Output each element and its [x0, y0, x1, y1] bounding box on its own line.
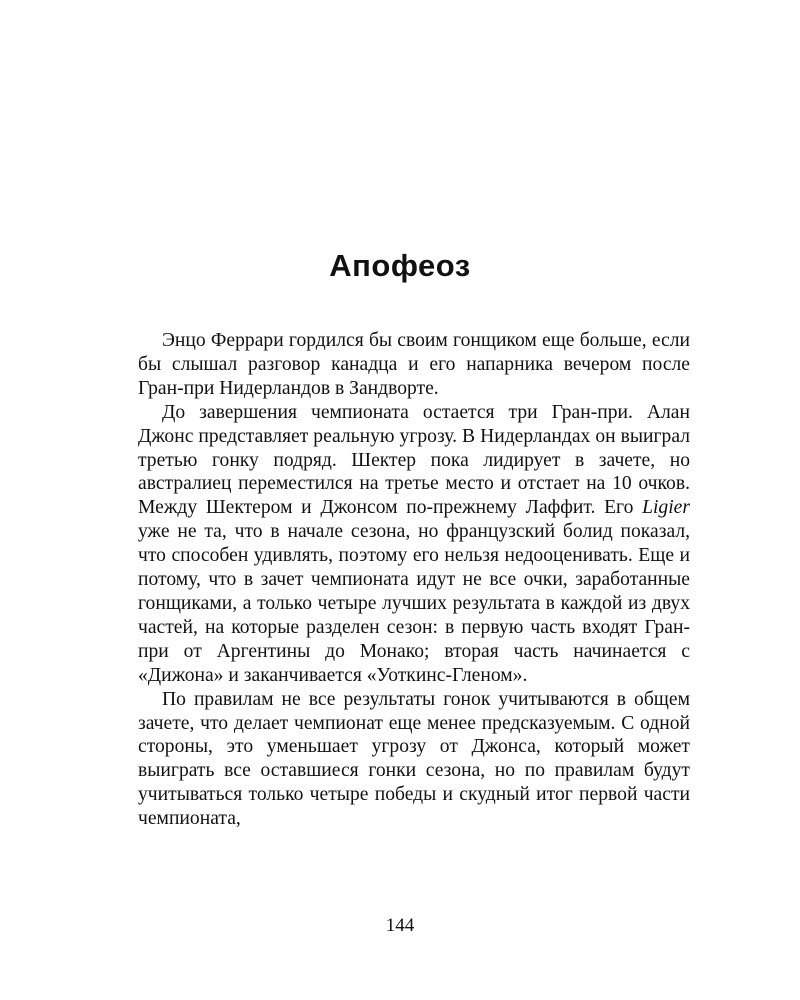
body-text — [138, 329, 690, 831]
chapter-title: Апофеоз — [329, 248, 471, 283]
paragraph — [138, 329, 690, 401]
paragraph-text-continued: уже не та, что в начале сезона, но французский болид показал, что способен удивлять, поэтому его нельзя недооценивать. Еще и потому, что в зачет чемпионата идут не все очки, заработанные гонщиками, а только четыре лучших результата в каждой из двух частей, на которые разделен сезон: в первую часть входят Гран-при от Аргентины до Монако; вторая часть начинается с «Дижона» и заканчивается «Уоткинс-Гленом». — [138, 521, 690, 686]
paragraph-text: Энцо Феррари гордился бы своим гонщиком еще больше, если бы слышал разговор канадца и его напарника вечером после Гран-при Нидерландов в Зандворте. — [138, 330, 690, 399]
paragraph — [138, 688, 690, 831]
italic-brand-name: Ligier — [642, 497, 690, 519]
paragraph-text: До завершения чемпионата остается три Гран-при. Алан Джонс представляет реальную угрозу. В Нидерландах он выиграл третью гонку подряд. Шектер пока лидирует в зачете, но австралиец переместился на третье место и отстает на 10 очков. Между Шектером и Джонсом по-прежнему Лаффит. Его — [138, 401, 690, 519]
paragraph-text: По правилам не все результаты гонок учитываются в общем зачете, что делает чемпионат еще менее предсказуемым. С одной стороны, это уменьшает угрозу от Джонса, который может выиграть все оставшиеся гонки сезона, но по правилам будут учитываться только четыре победы и скудный итог первой части чемпионата, — [138, 688, 690, 830]
paragraph — [138, 401, 690, 688]
page-number: 144 — [385, 915, 415, 936]
